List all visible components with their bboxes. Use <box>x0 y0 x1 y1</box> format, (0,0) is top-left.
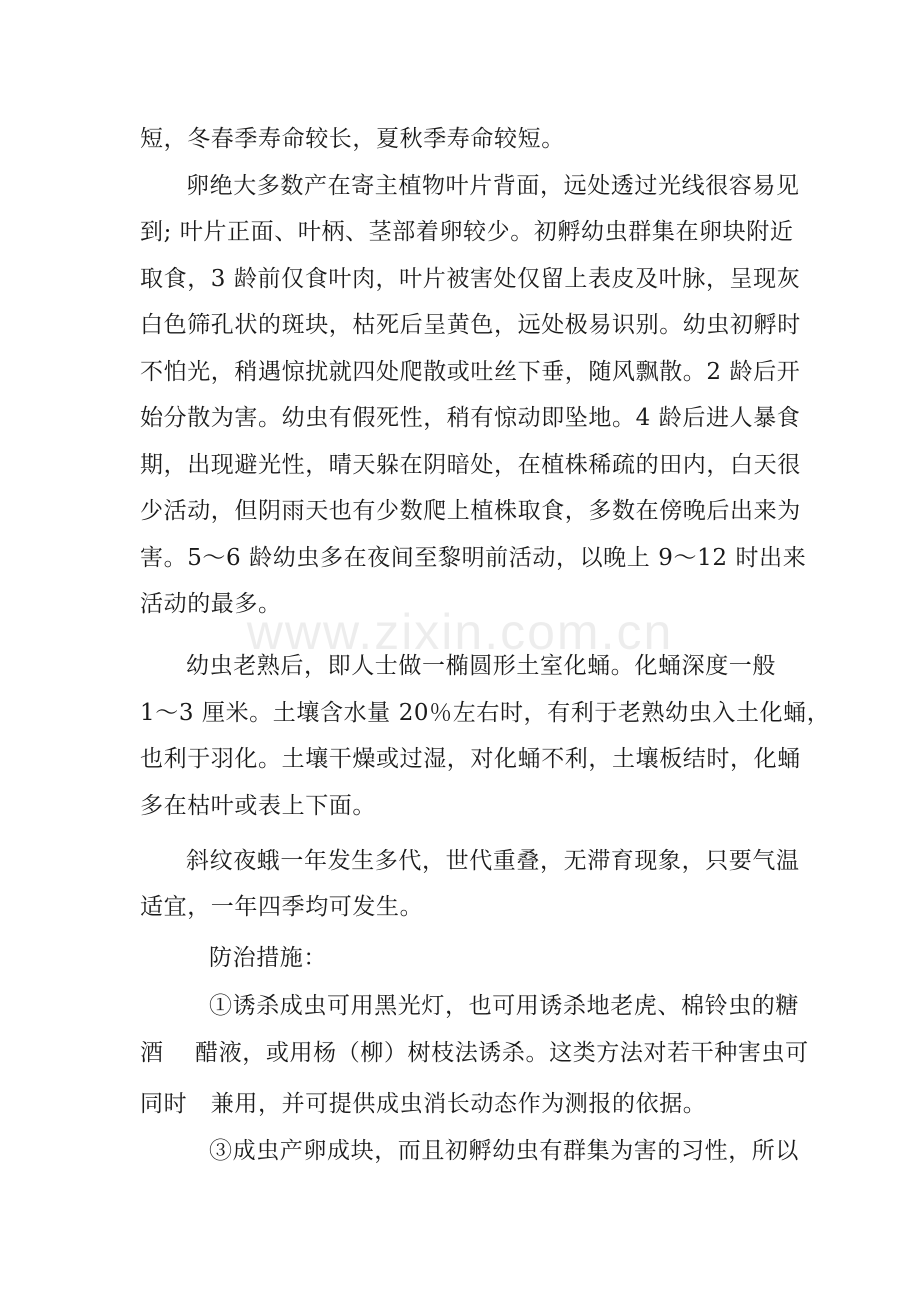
text-line: 不怕光，稍遇惊扰就四处爬散或吐丝下垂，随风飘散。2 龄后开 <box>140 359 801 385</box>
text-line: 期，出现避光性，晴天躲在阴暗处，在植株稀疏的田内，白天很 <box>140 452 801 478</box>
text-line: 斜纹夜蛾一年发生多代，世代重叠，无滞育现象，只要气温 <box>186 848 800 874</box>
text-line: 始分散为害。幼虫有假死性，稍有惊动即坠地。4 龄后进人暴食 <box>140 405 801 431</box>
text-line: 适宜，一年四季均可发生。 <box>140 894 424 920</box>
list-item: ③成虫产卵成块，而且初孵幼虫有群集为害的习性，所以 <box>209 1138 799 1164</box>
text-line: 1～3 厘米。土壤含水量 20％左右时，有利于老熟幼虫入土化蛹， <box>140 700 831 726</box>
text-line: 卵绝大多数产在寄主植物叶片背面，远处透过光线很容易见 <box>186 173 800 199</box>
text-line: 到; 叶片正面、叶柄、茎部着卵较少。初孵幼虫群集在卵块附近 <box>140 219 794 245</box>
list-item: ①诱杀成虫可用黑光灯，也可用诱杀地老虎、棉铃虫的糖 <box>209 993 799 1019</box>
text-line: 害。5～6 龄幼虫多在夜间至黎明前活动，以晚上 9～12 时出来 <box>140 545 807 571</box>
list-item-continuation: 酒 醋液，或用杨（柳）树枝法诱杀。这类方法对若干种害虫可 <box>140 1040 809 1066</box>
section-heading: 防治措施： <box>209 945 327 971</box>
text-line: 幼虫老熟后，即人士做一椭圆形土室化蛹。化蛹深度一般 <box>186 653 776 679</box>
text-line: 活动的最多。 <box>140 591 282 617</box>
text-line: 取食，3 龄前仅食叶肉，叶片被害处仅留上表皮及叶脉，呈现灰 <box>140 266 801 292</box>
text-line: 多在枯叶或表上下面。 <box>140 793 376 819</box>
text-line: 白色筛孔状的斑块，枯死后呈黄色，远处极易识别。幼虫初孵时 <box>140 312 801 338</box>
watermark: www.zixin.com.cn <box>246 604 674 660</box>
text-line: 短，冬春季寿命较长，夏秋季寿命较短。 <box>140 126 565 152</box>
list-item-continuation: 同时 兼用，并可提供成虫消长动态作为测报的依据。 <box>140 1091 707 1117</box>
text-line: 少活动，但阴雨天也有少数爬上植株取食，多数在傍晚后出来为 <box>140 498 801 524</box>
text-line: 也利于羽化。土壤干燥或过湿，对化蛹不利，土壤板结时，化蛹 <box>140 746 801 772</box>
